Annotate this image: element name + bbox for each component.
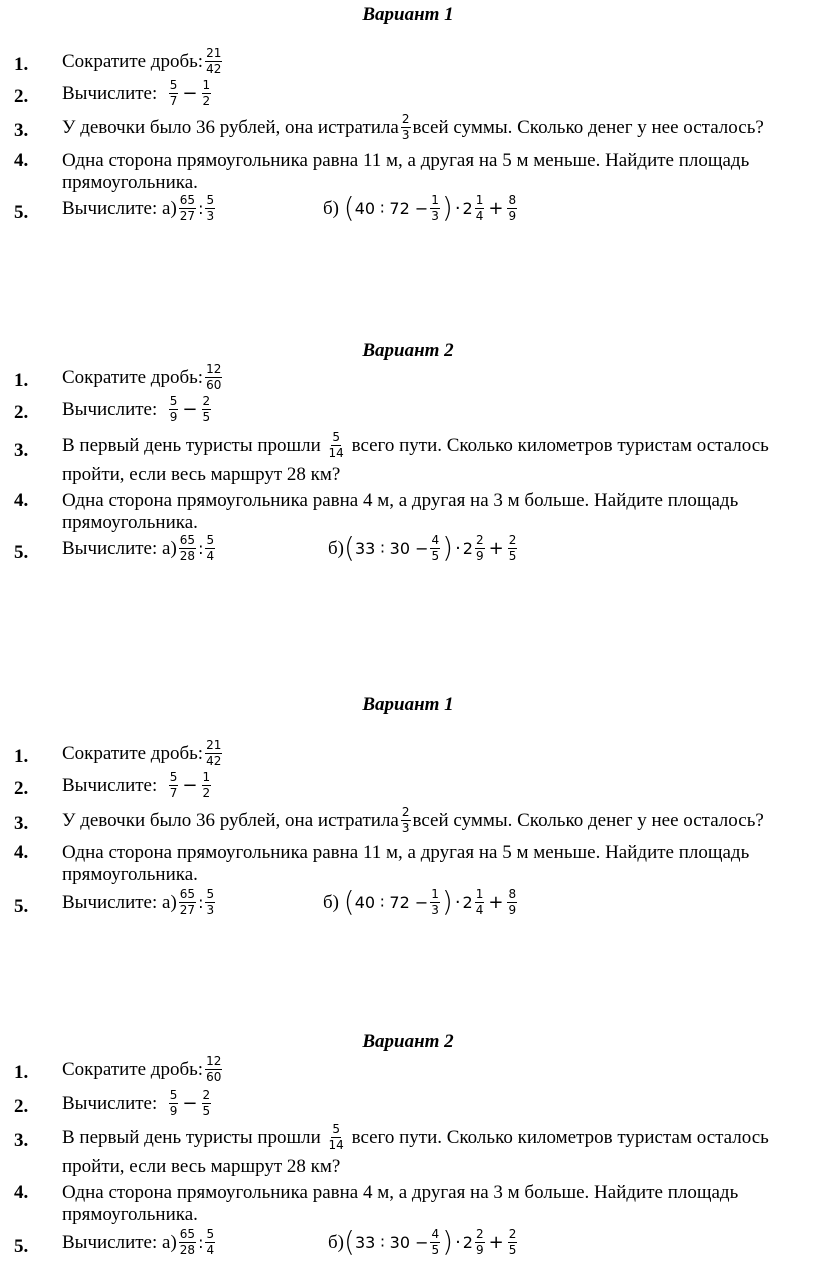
question-5a <box>62 535 217 564</box>
question-1 <box>62 740 224 769</box>
denominator: 7 <box>169 94 178 108</box>
math-symbol: ( <box>343 190 355 224</box>
fraction <box>169 1089 179 1118</box>
numerator: 5 <box>169 78 178 92</box>
math-symbol: : <box>198 198 204 218</box>
numerator: 65 <box>179 887 196 901</box>
denominator: 5 <box>202 1104 211 1118</box>
numerator: 1 <box>431 887 439 901</box>
question-5b <box>328 1224 519 1258</box>
denominator: 5 <box>202 410 211 424</box>
denominator: 3 <box>206 903 215 917</box>
denominator: 5 <box>508 1243 517 1257</box>
math-symbol: + <box>488 537 504 559</box>
denominator: 28 <box>179 1243 196 1257</box>
denominator: 5 <box>508 549 517 563</box>
math-symbol: ( <box>343 884 355 918</box>
question-5a <box>62 195 217 224</box>
question-4-line1: Одна сторона прямоугольника равна 11 м, а другая на 5 м меньше. Найдите площадь <box>62 842 750 863</box>
numerator: 2 <box>401 805 410 819</box>
question-text: Вычислите: а) <box>62 197 177 219</box>
question-number: 4. <box>14 842 29 863</box>
numerator: 21 <box>206 46 222 60</box>
denominator: 42 <box>206 62 222 76</box>
denominator: 7 <box>169 786 178 800</box>
denominator: 3 <box>401 128 410 142</box>
question-text: У девочки было 36 рублей, она истратила <box>62 809 399 831</box>
math-symbol: − <box>182 774 198 796</box>
question-text: В первый день туристы прошли <box>62 1126 321 1148</box>
question-1 <box>62 48 224 77</box>
fraction <box>205 47 222 76</box>
math-symbol: 2 <box>462 538 473 558</box>
numerator: 65 <box>179 1227 196 1241</box>
variant-title: Вариант 2 <box>362 340 454 361</box>
fraction <box>202 771 212 800</box>
question-text: б) <box>328 537 344 559</box>
question-4-line1: Одна сторона прямоугольника равна 4 м, а другая на 3 м больше. Найдите площадь <box>62 490 739 511</box>
question-4-line2: прямоугольника. <box>62 1204 198 1225</box>
denominator: 9 <box>475 1243 484 1257</box>
fraction <box>205 363 222 392</box>
question-text: всего пути. Сколько километров туристам осталось <box>351 1126 769 1148</box>
question-5b <box>323 190 519 224</box>
denominator: 5 <box>431 1243 440 1257</box>
denominator: 5 <box>431 549 440 563</box>
math-symbol: + <box>488 1231 504 1253</box>
math-symbol: · <box>454 197 461 219</box>
fraction <box>430 888 440 917</box>
math-symbol: ) <box>441 884 453 918</box>
denominator: 3 <box>401 821 410 835</box>
math-symbol: 40 ∶ 72 − <box>354 198 429 218</box>
fraction <box>328 1123 345 1152</box>
question-number: 3. <box>14 440 29 461</box>
math-symbol: : <box>198 1232 204 1252</box>
question-text: Вычислите: а) <box>62 891 177 913</box>
fraction <box>205 1228 215 1257</box>
question-text: Сократите дробь: <box>62 50 204 72</box>
math-symbol: ) <box>442 530 454 564</box>
question-4-line2: прямоугольника. <box>62 864 198 885</box>
question-4-line1: Одна сторона прямоугольника равна 11 м, а другая на 5 м меньше. Найдите площадь <box>62 150 750 171</box>
math-symbol: − <box>182 398 198 420</box>
question-number: 1. <box>14 1062 29 1083</box>
fraction <box>179 888 196 917</box>
question-text: Вычислите: а) <box>62 537 177 559</box>
numerator: 2 <box>202 1088 211 1102</box>
question-2 <box>62 80 213 109</box>
fraction <box>202 79 212 108</box>
fraction <box>475 194 485 223</box>
question-text: Сократите дробь: <box>62 742 204 764</box>
question-text: всего пути. Сколько километров туристам осталось <box>351 434 769 456</box>
denominator: 4 <box>475 903 484 917</box>
question-number: 2. <box>14 1096 29 1117</box>
math-symbol: ) <box>442 1224 454 1258</box>
question-4-line2: прямоугольника. <box>62 512 198 533</box>
numerator: 65 <box>179 193 196 207</box>
math-symbol: 2 <box>462 198 473 218</box>
fraction <box>169 395 179 424</box>
fraction <box>205 194 215 223</box>
fraction <box>401 113 411 142</box>
fraction <box>205 1055 222 1084</box>
question-number: 3. <box>14 1130 29 1151</box>
question-number: 3. <box>14 813 29 834</box>
denominator: 14 <box>328 446 344 460</box>
denominator: 2 <box>202 94 211 108</box>
numerator: 12 <box>206 362 222 376</box>
question-text: Сократите дробь: <box>62 366 204 388</box>
question-3-line2: пройти, если весь маршрут 28 км? <box>62 1156 341 1177</box>
variant-title: Вариант 1 <box>362 694 454 715</box>
question-text: б) <box>328 1231 344 1253</box>
denominator: 3 <box>431 903 439 917</box>
fraction <box>430 1228 440 1257</box>
numerator: 5 <box>332 430 340 444</box>
fraction <box>507 888 517 917</box>
fraction <box>475 534 485 563</box>
question-text: б) <box>323 197 339 219</box>
math-symbol: 33 ∶ 30 − <box>354 538 429 558</box>
math-symbol: 2 <box>462 892 473 912</box>
question-text: Вычислите: <box>62 774 158 796</box>
denominator: 14 <box>328 1138 344 1152</box>
question-number: 1. <box>14 370 29 391</box>
question-text: всей суммы. Сколько денег у нее осталось? <box>412 116 764 138</box>
numerator: 1 <box>202 78 211 92</box>
question-number: 2. <box>14 86 29 107</box>
denominator: 9 <box>508 209 517 223</box>
question-number: 2. <box>14 778 29 799</box>
fraction <box>205 534 215 563</box>
fraction <box>205 739 222 768</box>
fraction <box>475 888 485 917</box>
question-2 <box>62 1090 213 1119</box>
numerator: 21 <box>206 738 222 752</box>
denominator: 9 <box>508 903 517 917</box>
question-text: Сократите дробь: <box>62 1058 204 1080</box>
question-text: Вычислите: <box>62 398 158 420</box>
math-symbol: · <box>455 1231 461 1253</box>
fraction <box>169 79 179 108</box>
variant-title: Вариант 2 <box>362 1031 454 1052</box>
fraction <box>430 194 440 223</box>
question-3 <box>62 432 769 461</box>
numerator: 5 <box>169 1088 178 1102</box>
question-number: 4. <box>14 1182 29 1203</box>
question-3 <box>62 807 764 836</box>
numerator: 1 <box>431 193 439 207</box>
fraction <box>205 888 215 917</box>
denominator: 4 <box>206 1243 215 1257</box>
denominator: 2 <box>202 786 211 800</box>
question-1 <box>62 364 224 393</box>
numerator: 2 <box>401 112 410 126</box>
question-5b <box>323 884 519 918</box>
fraction <box>508 1228 518 1257</box>
denominator: 60 <box>206 1070 222 1084</box>
question-5a <box>62 889 217 918</box>
numerator: 2 <box>202 394 211 408</box>
fraction <box>179 534 196 563</box>
math-symbol: ( <box>344 1224 355 1258</box>
question-number: 5. <box>14 896 29 917</box>
question-2 <box>62 772 213 801</box>
fraction <box>179 194 196 223</box>
question-5a <box>62 1229 217 1258</box>
question-3 <box>62 1124 769 1153</box>
fraction <box>202 395 212 424</box>
numerator: 5 <box>206 887 215 901</box>
denominator: 27 <box>179 903 196 917</box>
numerator: 2 <box>508 533 517 547</box>
numerator: 2 <box>508 1227 517 1241</box>
math-symbol: 2 <box>462 1232 473 1252</box>
denominator: 3 <box>206 209 215 223</box>
numerator: 2 <box>475 533 484 547</box>
question-1 <box>62 1056 224 1085</box>
question-number: 1. <box>14 54 29 75</box>
numerator: 5 <box>169 394 178 408</box>
question-text: Вычислите: <box>62 82 158 104</box>
denominator: 9 <box>169 410 178 424</box>
math-symbol: : <box>198 892 204 912</box>
fraction <box>169 771 179 800</box>
question-4-line1: Одна сторона прямоугольника равна 4 м, а другая на 3 м больше. Найдите площадь <box>62 1182 739 1203</box>
numerator: 5 <box>332 1122 340 1136</box>
numerator: 8 <box>508 193 517 207</box>
question-text: У девочки было 36 рублей, она истратила <box>62 116 399 138</box>
denominator: 60 <box>206 378 222 392</box>
fraction <box>475 1228 485 1257</box>
question-number: 1. <box>14 746 29 767</box>
numerator: 1 <box>475 887 484 901</box>
denominator: 9 <box>169 1104 178 1118</box>
math-symbol: + <box>488 891 504 913</box>
math-symbol: ( <box>344 530 355 564</box>
math-symbol: · <box>455 537 461 559</box>
fraction <box>179 1228 196 1257</box>
question-text: Вычислите: <box>62 1092 158 1114</box>
question-2 <box>62 396 213 425</box>
numerator: 12 <box>206 1054 222 1068</box>
fraction <box>430 534 440 563</box>
question-text: Вычислите: а) <box>62 1231 177 1253</box>
denominator: 9 <box>475 549 484 563</box>
question-number: 2. <box>14 402 29 423</box>
numerator: 5 <box>206 193 215 207</box>
denominator: 27 <box>179 209 196 223</box>
numerator: 65 <box>179 533 196 547</box>
question-number: 4. <box>14 150 29 171</box>
variant-title: Вариант 1 <box>362 4 454 25</box>
numerator: 1 <box>475 193 484 207</box>
question-text: всей суммы. Сколько денег у нее осталось? <box>412 809 764 831</box>
math-symbol: : <box>198 538 204 558</box>
question-3 <box>62 114 764 143</box>
question-text: В первый день туристы прошли <box>62 434 321 456</box>
numerator: 5 <box>206 533 215 547</box>
question-number: 5. <box>14 542 29 563</box>
numerator: 4 <box>431 533 440 547</box>
math-symbol: 40 ∶ 72 − <box>354 892 429 912</box>
fraction <box>508 534 518 563</box>
question-number: 3. <box>14 120 29 141</box>
fraction <box>328 431 345 460</box>
denominator: 4 <box>475 209 484 223</box>
fraction <box>401 806 411 835</box>
question-3-line2: пройти, если весь маршрут 28 км? <box>62 464 341 485</box>
denominator: 28 <box>179 549 196 563</box>
denominator: 4 <box>206 549 215 563</box>
numerator: 8 <box>508 887 517 901</box>
question-5b <box>328 530 519 564</box>
fraction <box>507 194 517 223</box>
question-4-line2: прямоугольника. <box>62 172 198 193</box>
math-symbol: − <box>182 1092 198 1114</box>
math-symbol: · <box>454 891 461 913</box>
fraction <box>202 1089 212 1118</box>
denominator: 3 <box>431 209 439 223</box>
numerator: 4 <box>431 1227 440 1241</box>
question-number: 5. <box>14 1236 29 1257</box>
question-number: 4. <box>14 490 29 511</box>
denominator: 42 <box>206 754 222 768</box>
numerator: 5 <box>206 1227 215 1241</box>
question-text: б) <box>323 891 339 913</box>
math-symbol: 33 ∶ 30 − <box>354 1232 429 1252</box>
math-symbol: ) <box>441 190 453 224</box>
numerator: 5 <box>169 770 178 784</box>
numerator: 2 <box>475 1227 484 1241</box>
math-symbol: − <box>182 82 198 104</box>
numerator: 1 <box>202 770 211 784</box>
question-number: 5. <box>14 202 29 223</box>
math-symbol: + <box>488 197 504 219</box>
